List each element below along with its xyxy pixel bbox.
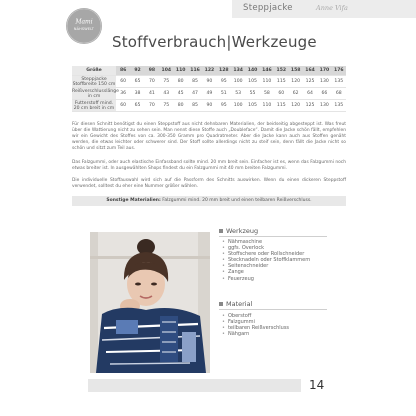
table-cell: 110	[260, 76, 274, 88]
tools-list	[222, 239, 310, 282]
table-cell: 51	[217, 88, 231, 100]
table-cell: 105	[245, 100, 259, 112]
size-header: 140	[245, 66, 259, 76]
table-cell: 41	[145, 88, 159, 100]
size-header: 152	[274, 66, 288, 76]
table-row	[72, 88, 346, 100]
table-cell: 36	[116, 88, 130, 100]
table-cell: 70	[145, 76, 159, 88]
table-cell: 58	[260, 88, 274, 100]
list-item: • Zange	[222, 269, 310, 275]
size-header: 122	[202, 66, 216, 76]
table-cell: 75	[159, 100, 173, 112]
size-header: 86	[116, 66, 130, 76]
list-item: • Nähmaschine	[222, 239, 310, 245]
row-label: Futterstoff mind. 20 cm breit in cm	[73, 100, 115, 111]
materials-divider	[219, 309, 327, 310]
table-cell: 110	[260, 100, 274, 112]
list-item: • Falzgummi	[222, 319, 289, 325]
list-item: • teilbaren Reißverschluss	[222, 325, 289, 331]
product-name: Steppjacke	[243, 3, 293, 13]
fabric-consumption-table	[72, 66, 346, 112]
table-cell: 53	[231, 88, 245, 100]
table-cell: 49	[202, 88, 216, 100]
table-cell: 65	[130, 100, 144, 112]
table-cell: 70	[145, 100, 159, 112]
list-item: • ggfs. Overlock	[222, 245, 310, 251]
list-item: • Seitenschneider	[222, 263, 310, 269]
table-cell: 85	[188, 100, 202, 112]
list-item: • Feuerzeug	[222, 276, 310, 282]
table-cell: 130	[317, 76, 331, 88]
table-cell: 38	[130, 88, 144, 100]
size-header: 134	[231, 66, 245, 76]
size-header: 92	[130, 66, 144, 76]
size-header: 98	[145, 66, 159, 76]
model-photo	[90, 232, 210, 373]
table-cell: 125	[303, 100, 317, 112]
square-bullet-icon	[219, 302, 223, 306]
table-cell: 65	[130, 76, 144, 88]
table-cell: 100	[231, 100, 245, 112]
table-cell: 120	[289, 76, 303, 88]
table-cell: 60	[116, 100, 130, 112]
materials-heading	[219, 300, 252, 308]
list-item: • Stoffschere oder Rollschneider	[222, 251, 310, 257]
list-item: • Stecknadeln oder Stoffklammern	[222, 257, 310, 263]
table-cell: 105	[245, 76, 259, 88]
note-label: Sonstige Materialien:	[106, 198, 161, 203]
list-item: • Oberstoff	[222, 313, 289, 319]
table-header-label: Größe	[72, 66, 116, 76]
logo-script: Mami	[75, 18, 93, 26]
table-cell: 120	[289, 100, 303, 112]
table-cell: 80	[174, 100, 188, 112]
table-cell: 95	[217, 100, 231, 112]
photo-illustration	[90, 232, 210, 373]
table-cell: 115	[274, 76, 288, 88]
table-row	[72, 76, 346, 88]
table-cell: 115	[274, 100, 288, 112]
designer-signature: Anne Vifa	[316, 4, 348, 12]
table-cell: 90	[202, 100, 216, 112]
brand-logo-graphic	[66, 8, 102, 44]
table-cell: 60	[116, 76, 130, 88]
brand-logo	[66, 8, 102, 44]
tools-heading-label: Werkzeug	[226, 227, 259, 235]
table-cell: 55	[245, 88, 259, 100]
note-text: Falzgummi mind. 20 mm breit und einen teilbaren Reißverschluss.	[162, 198, 312, 203]
fabric-paragraph: Für diesen Schnitt benötigst du einen Steppstoff aus nicht dehnbaren Materialien, der beidseitig abgesteppt ist. Was freut über die Wattierung nicht zu sehen sein. Man nennt diese Stoffe auch „Doubleface“. Damit die Jacke schön fällt, empfehlen wir ein Gewicht des Stoffes von ca. 300-350 Gramm pro Quadratmeter. Aber die Jacke kann auch aus Stoffen genäht werden, die etwas leichter oder schwerer sind. Der Stoff sollte allerdings nicht zu steif sein, denn fällt die Jacke nicht so schön und sitzt zum Teil aus.	[72, 122, 346, 151]
table-cell: 130	[317, 100, 331, 112]
table-cell: 95	[217, 76, 231, 88]
size-header: 128	[217, 66, 231, 76]
size-header: 176	[332, 66, 346, 76]
square-bullet-icon	[219, 229, 223, 233]
table-cell: 62	[289, 88, 303, 100]
row-label: Steppjacke Stoffbreite 150 cm	[72, 76, 116, 87]
page-title: Stoffverbrauch|Werkzeuge	[112, 33, 317, 51]
size-header: 104	[159, 66, 173, 76]
table-cell: 90	[202, 76, 216, 88]
table-cell: 135	[332, 100, 346, 112]
size-header: 170	[317, 66, 331, 76]
table-cell: 125	[303, 76, 317, 88]
table-cell: 47	[188, 88, 202, 100]
table-header-row	[72, 66, 346, 76]
table-cell: 75	[159, 76, 173, 88]
logo-wordmark: NÄHSWELT	[73, 27, 95, 31]
size-header: 116	[188, 66, 202, 76]
table-cell: 135	[332, 76, 346, 88]
table-cell: 45	[174, 88, 188, 100]
table-cell: 60	[274, 88, 288, 100]
page-number: 14	[309, 378, 325, 392]
other-materials-note	[72, 196, 346, 206]
materials-list	[222, 313, 289, 337]
footer-bar	[88, 379, 301, 392]
table-cell: 100	[231, 76, 245, 88]
tools-heading	[219, 227, 258, 235]
size-header: 146	[260, 66, 274, 76]
size-header: 164	[303, 66, 317, 76]
fold-elastic-paragraph: Das Falzgummi, oder auch elastische Einfassband sollte mind. 20 mm breit sein. Einfacher ist es, wenn das Falzgummi noch etwas breiter ist. In ausgewählten Shops findest du ein Falzgummi mit 40 mm breiten Falzgummi.	[72, 160, 346, 171]
row-label: Reißverschlusslänge in cm	[72, 88, 119, 99]
table-row	[72, 100, 346, 112]
table-cell: 80	[174, 76, 188, 88]
size-header: 158	[289, 66, 303, 76]
tools-divider	[219, 236, 327, 237]
table-cell: 68	[332, 88, 346, 100]
size-header: 110	[174, 66, 188, 76]
materials-heading-label: Material	[226, 300, 253, 308]
table-cell: 66	[317, 88, 331, 100]
fabric-choice-paragraph: Die individuelle Stoffauswahl wird sich auf die Passform des Schnitts auswirken. Wenn du einen dickeren Steppstoff verwendet, solltest du eher eine Nummer größer wählen.	[72, 178, 346, 189]
table-cell: 85	[188, 76, 202, 88]
table-cell: 43	[159, 88, 173, 100]
table-cell: 64	[303, 88, 317, 100]
list-item: • Nähgarn	[222, 331, 289, 337]
